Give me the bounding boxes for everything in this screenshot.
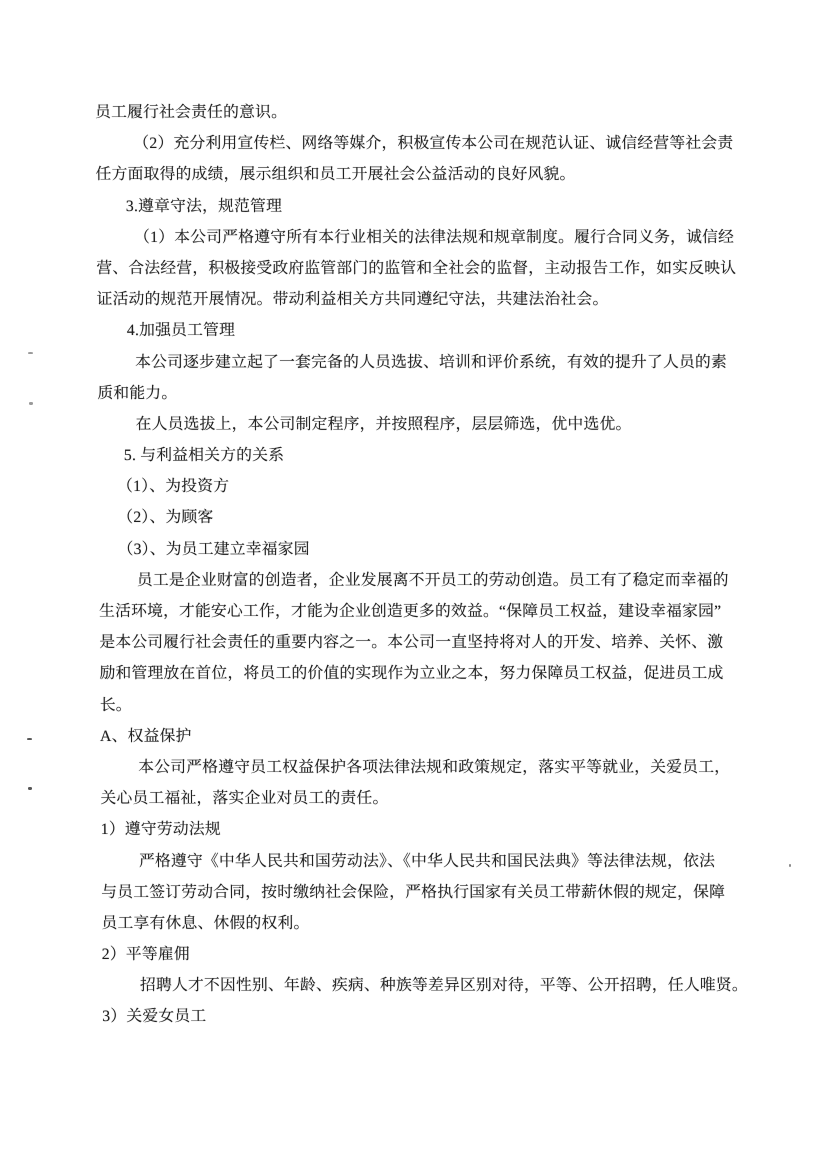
text-line: 在人员选拔上，本公司制定程序，并按照程序，层层筛选，优中选优。 [135,415,632,433]
section-heading: A、权益保护 [99,727,192,745]
scan-speck [28,352,33,354]
section-heading: 2）平等雇佣 [101,946,190,964]
list-item: （2）、为顾客 [117,509,214,527]
text-line: 长。 [99,696,132,714]
scan-speck [29,402,33,405]
section-heading: 3）关爱女员工 [102,1008,207,1026]
text-line: 招聘人才不因性别、年龄、疾病、种族等差异区别对待，平等、公开招聘，任人唯贤。 [139,977,748,995]
text-line: 关心员工福祉，落实企业对员工的责任。 [100,790,389,808]
list-item: （1）、为投资方 [116,478,230,496]
section-heading: 3.遵章守法，规范管理 [125,197,283,215]
scan-speck [27,738,32,740]
text-line: 是本公司履行社会责任的重要内容之一。本公司一直坚持将对人的开发、培养、关怀、激 [99,634,724,652]
section-heading: 1）遵守劳动法规 [100,821,221,839]
text-line: 励和管理放在首位，将员工的价值的实现作为立业之本，努力保障员工权益，促进员工成 [99,665,724,683]
section-heading: 5. 与利益相关方的关系 [123,447,285,465]
text-line: 生活环境，才能安心工作，才能为企业创造更多的效益。“保障员工权益，建设幸福家园” [98,603,722,620]
text-line: 本公司严格遵守员工权益保护各项法律法规和政策规定，落实平等就业，关爱员工， [138,758,731,776]
text-line: 员工享有休息、休假的权利。 [101,914,310,932]
text-line: 员工履行社会责任的意识。 [95,104,288,121]
text-line: 本公司逐步建立起了一套完备的人员选拔、培训和评价系统，有效的提升了人员的素 [135,353,728,371]
text-line: 证活动的规范开展情况。带动利益相关方共同遵纪守法，共建法治社会。 [96,291,609,309]
list-item: （3）、为员工建立幸福家园 [117,540,310,558]
text-line: （2）充分利用宣传栏、网络等媒介，积极宣传本公司在规范认证、诚信经营等社会责 [133,135,734,153]
text-line: 员工是企业财富的创造者，企业发展离不开员工的劳动创造。员工有了稳定而幸福的 [136,571,729,589]
text-line: 质和能力。 [97,384,178,402]
text-line: 任方面取得的成绩，展示组织和员工开展社会公益活动的良好风貌。 [95,166,576,184]
text-line: （1）本公司严格遵守所有本行业相关的法律法规和规章制度。履行合同义务，诚信经 [134,228,735,246]
text-line: 营、合法经营，积极接受政府监管部门的监管和全社会的监督，主动报告工作，如实反映认 [96,259,737,277]
section-heading: 4.加强员工管理 [126,322,236,340]
text-line: 严格遵守《中华人民共和国劳动法》、《中华人民共和国民法典》等法律法规，依法 [138,852,716,870]
scan-speck [789,864,791,867]
scan-speck [28,787,32,790]
text-line: 与员工签订劳动合同，按时缴纳社会保险，严格执行国家有关员工带薪休假的规定，保障 [101,883,726,901]
document-text-block [95,97,792,1033]
